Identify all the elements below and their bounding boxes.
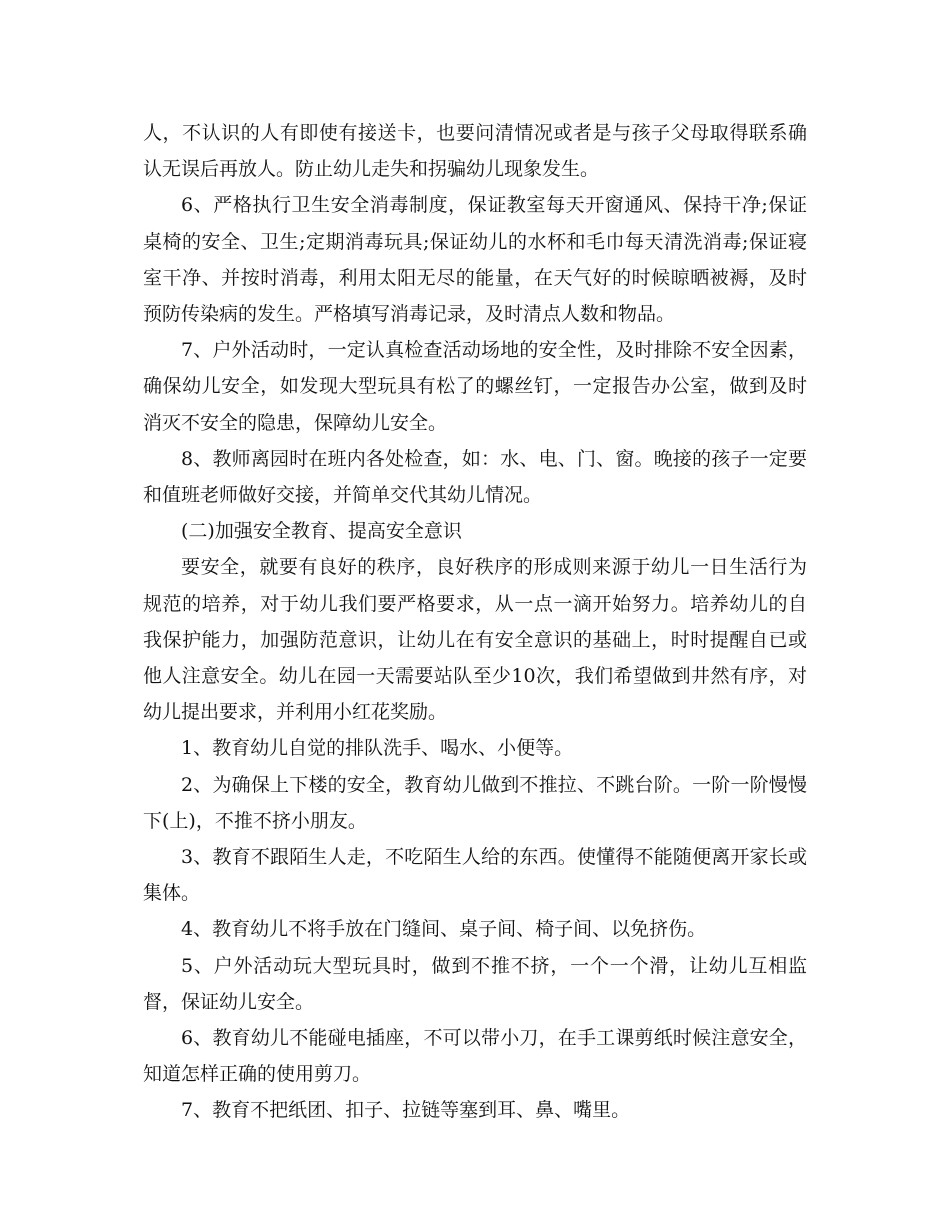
- paragraph-continuation: 人，不认识的人有即使有接送卡，也要问清情况或者是与孩子父母取得联系确认无误后再放人。防止幼儿走失和拐骗幼儿现象发生。: [143, 122, 807, 181]
- paragraph-order-intro: 要安全，就要有良好的秩序，良好秩序的形成则来源于幼儿一日生活行为规范的培养，对于幼儿我们要严格要求，从一点一滴开始努力。培养幼儿的自我保护能力，加强防范意识，让幼儿在有安全意识的基础上，时时提醒自已或他人注意安全。幼儿在园一天需要站队至少10次，我们希望做到井然有序，对幼儿提出要求，并利用小红花奖励。: [143, 556, 807, 724]
- document-body: [143, 115, 807, 1129]
- paragraph-item-6-disinfection: 6、严格执行卫生安全消毒制度，保证教室每天开窗通风、保持干净;保证桌椅的安全、卫生;定期消毒玩具;保证幼儿的水杯和毛巾每天清洗消毒;保证寝室干净、并按时消毒，利用太阳无尽的能量，在天气好的时候晾晒被褥，及时预防传染病的发生。严格填写消毒记录，及时清点人数和物品。: [143, 194, 807, 326]
- paragraph-item-7-outdoor: 7、户外活动时，一定认真检查活动场地的安全性，及时排除不安全因素，确保幼儿安全，如发现大型玩具有松了的螺丝钉，一定报告办公室，做到及时消灭不安全的隐患，保障幼儿安全。: [143, 339, 807, 434]
- paragraph-edu-item-3: 3、教育不跟陌生人走，不吃陌生人给的东西。使懂得不能随便离开家长或集体。: [143, 846, 807, 905]
- paragraph-edu-item-1: 1、教育幼儿自觉的排队洗手、喝水、小便等。: [181, 737, 574, 760]
- paragraph-edu-item-6: 6、教育幼儿不能碰电插座，不可以带小刀，在手工课剪纸时候注意安全，知道怎样正确的使用剪刀。: [143, 1027, 807, 1086]
- paragraph-edu-item-2: 2、为确保上下楼的安全，教育幼儿做到不推拉、不跳台阶。一阶一阶慢慢下(上)，不推不挤小朋友。: [143, 773, 807, 832]
- paragraph-item-8-leaving: 8、教师离园时在班内各处检查，如：水、电、门、窗。晚接的孩子一定要和值班老师做好交接，并简单交代其幼儿情况。: [143, 447, 807, 507]
- paragraph-edu-item-4: 4、教育幼儿不将手放在门缝间、桌子间、椅子间、以免挤伤。: [181, 918, 707, 941]
- section-heading: (二)加强安全教育、提高安全意识: [181, 520, 462, 543]
- paragraph-edu-item-5: 5、户外活动玩大型玩具时，做到不推不挤，一个一个滑，让幼儿互相监督，保证幼儿安全。: [143, 954, 807, 1013]
- paragraph-edu-item-7: 7、教育不把纸团、扣子、拉链等塞到耳、鼻、嘴里。: [181, 1099, 631, 1122]
